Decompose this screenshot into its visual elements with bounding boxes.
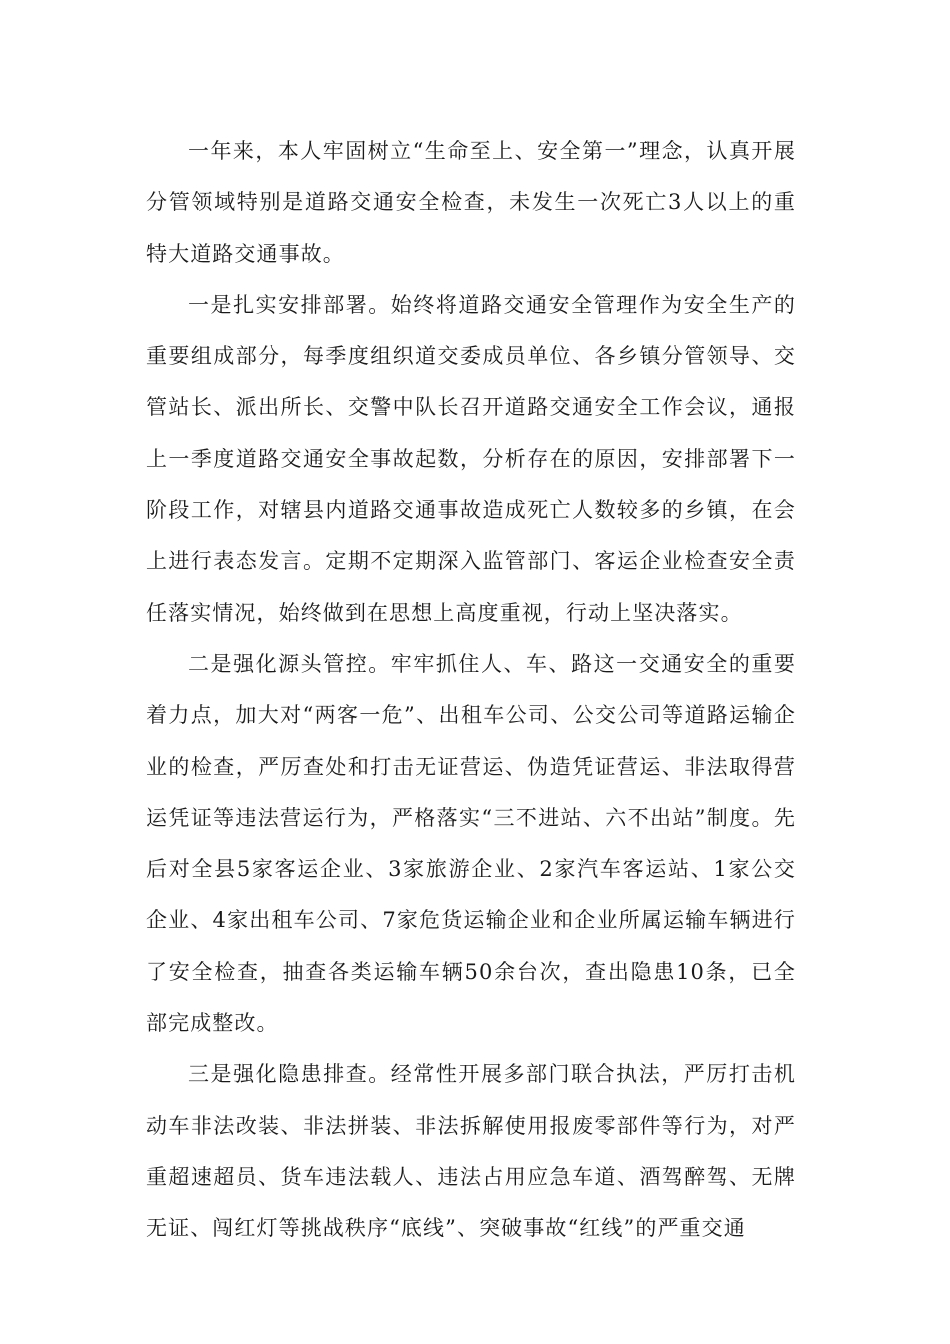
paragraph-hazard-inspection: 三是强化隐患排查。经常性开展多部门联合执法，严厉打击机动车非法改装、非法拼装、非法拆解使用报废零部件等行为，对严重超速超员、货车违法载人、违法占用应急车道、酒驾醉驾、无牌无证、闯红灯等挑战秩序“底线”、突破事故“红线”的严重交通 [146, 1062, 796, 1241]
paragraph-source-control: 二是强化源头管控。牢牢抓住人、车、路这一交通安全的重要着力点，加大对“两客一危”、出租车公司、公交公司等道路运输企业的检查，严厉查处和打击无证营运、伪造凭证营运、非法取得营运凭证等违法营运行为，严格落实“三不进站、六不出站”制度。先后对全县5家客运企业、3家旅游企业、2家汽车客运站、1家公交企业、4家出租车公司、7家危货运输企业和企业所属运输车辆进行了安全检查，抽查各类运输车辆50余台次，查出隐患10条，已全部完成整改。 [146, 651, 796, 1036]
paragraph-deployment: 一是扎实安排部署。始终将道路交通安全管理作为安全生产的重要组成部分，每季度组织道交委成员单位、各乡镇分管领导、交管站长、派出所长、交警中队长召开道路交通安全工作会议，通报上一季度道路交通安全事故起数，分析存在的原因，安排部署下一阶段工作，对辖县内道路交通事故造成死亡人数较多的乡镇，在会上进行表态发言。定期不定期深入监管部门、客运企业检查安全责任落实情况，始终做到在思想上高度重视，行动上坚决落实。 [146, 292, 796, 625]
paragraph-intro: 一年来，本人牢固树立“生命至上、安全第一”理念，认真开展分管领域特别是道路交通安全检查，未发生一次死亡3人以上的重特大道路交通事故。 [146, 139, 796, 266]
document-body [146, 126, 796, 1255]
